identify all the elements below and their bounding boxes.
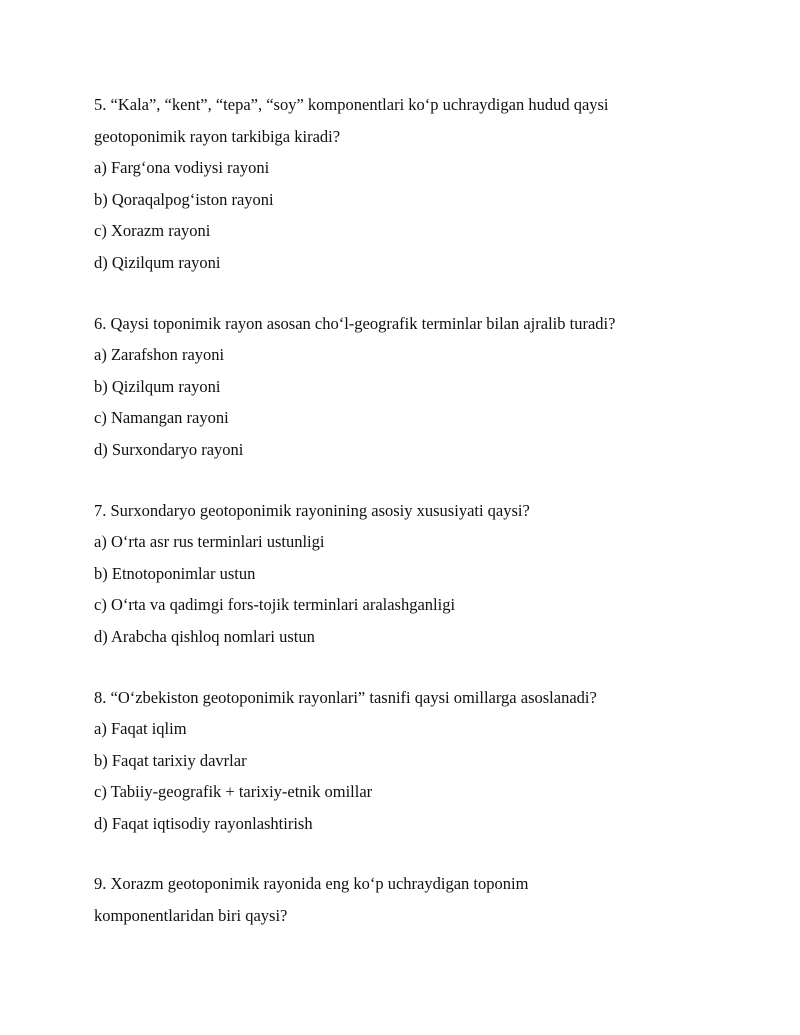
- question-text: komponentlaridan biri qaysi?: [94, 906, 288, 926]
- answer-option-b: b) Faqat tarixiy davrlar: [94, 750, 247, 770]
- answer-option-a: a) Farg‘ona vodiysi rayoni: [94, 158, 270, 178]
- question-5: [94, 89, 734, 279]
- answer-option-c: c) Tabiiy-geografik + tarixiy-etnik omillar: [94, 782, 373, 802]
- answer-option-a: a) Zarafshon rayoni: [94, 345, 225, 365]
- answer-option-b: b) Qizilqum rayoni: [94, 376, 221, 396]
- question-text: 6. Qaysi toponimik rayon asosan cho‘l-geografik terminlar bilan ajralib turadi?: [94, 313, 616, 333]
- answer-option-d: d) Surxondaryo rayoni: [94, 439, 244, 459]
- question-7: [94, 495, 734, 653]
- question-6: [94, 308, 734, 466]
- question-8: [94, 682, 734, 840]
- question-text: 8. “O‘zbekiston geotoponimik rayonlari” tasnifi qaysi omillarga asoslanadi?: [94, 687, 597, 707]
- question-text: 5. “Kala”, “kent”, “tepa”, “soy” komponentlari ko‘p uchraydigan hudud qaysi: [94, 95, 609, 114]
- question-text: 9. Xorazm geotoponimik rayonida eng ko‘p uchraydigan toponim: [94, 874, 529, 894]
- answer-option-c: c) Namangan rayoni: [94, 408, 229, 428]
- question-text: 7. Surxondaryo geotoponimik rayonining asosiy xususiyati qaysi?: [94, 500, 530, 520]
- answer-option-d: d) Arabcha qishloq nomlari ustun: [94, 626, 315, 646]
- answer-option-b: b) Etnotoponimlar ustun: [94, 563, 256, 583]
- answer-option-b: b) Qoraqalpog‘iston rayoni: [94, 189, 274, 209]
- question-text: geotoponimik rayon tarkibiga kiradi?: [94, 126, 341, 146]
- answer-option-a: a) Faqat iqlim: [94, 719, 187, 739]
- document-page: [94, 89, 734, 961]
- answer-option-c: c) O‘rta va qadimgi fors-tojik terminlari aralashganligi: [94, 595, 456, 615]
- answer-option-a: a) O‘rta asr rus terminlari ustunligi: [94, 532, 325, 552]
- answer-option-c: c) Xorazm rayoni: [94, 221, 211, 241]
- answer-option-d: d) Faqat iqtisodiy rayonlashtirish: [94, 813, 313, 833]
- answer-option-d: d) Qizilqum rayoni: [94, 252, 221, 272]
- question-9: [94, 868, 734, 931]
